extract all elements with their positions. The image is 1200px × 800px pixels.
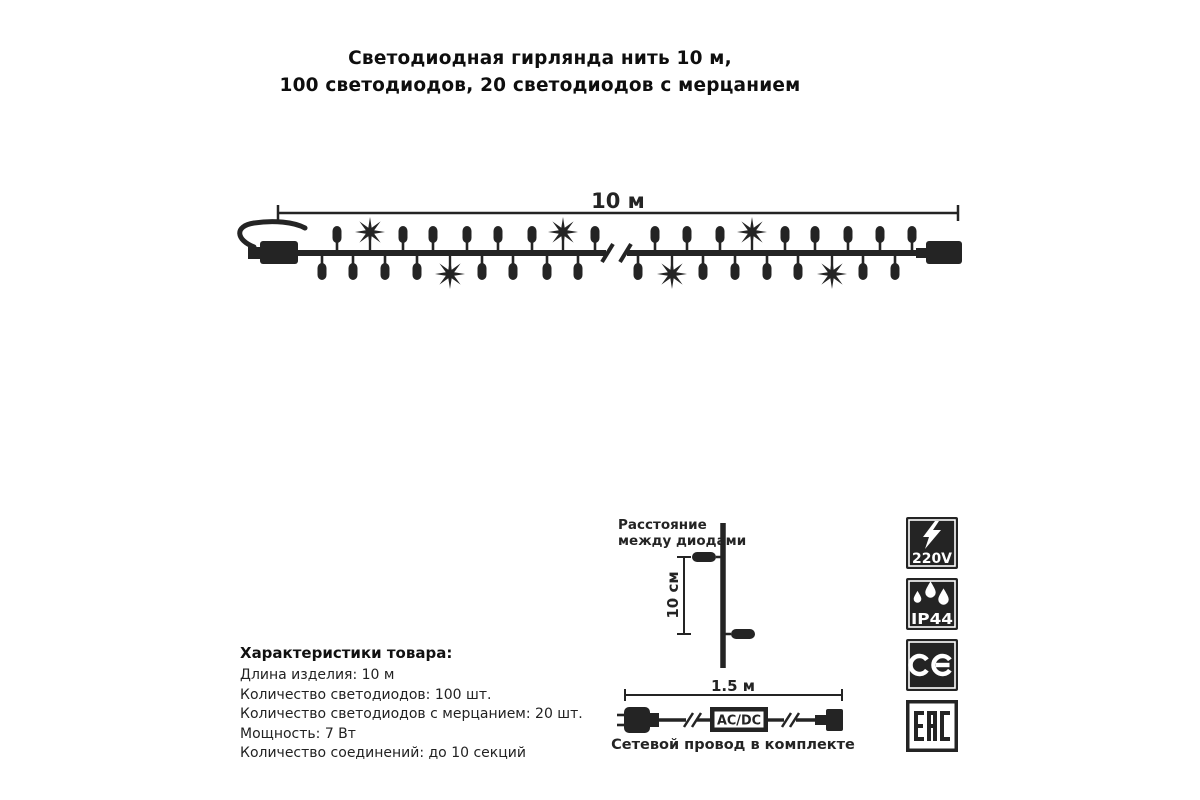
eac-icon <box>906 700 958 752</box>
spec-item-connections: Количество соединений: до 10 секций <box>240 745 526 761</box>
cord-caption: Сетевой провод в комплекте <box>611 737 855 753</box>
acdc-adapter-label: AC/DC <box>717 713 761 729</box>
voltage-220v-icon <box>906 517 958 569</box>
specs-block <box>240 644 583 764</box>
spacing-distance-label: 10 см <box>664 571 682 619</box>
garland-length-diagram <box>230 180 970 300</box>
spacing-caption-line1: Расстояние <box>618 517 707 533</box>
page-title <box>0 45 1080 99</box>
spec-item-led-count: Количество светодиодов: 100 шт. <box>240 686 492 703</box>
ip44-icon <box>906 578 958 630</box>
page-title-line2: 100 светодиодов, 20 светодиодов с мерцанием <box>279 75 801 96</box>
certification-icons <box>906 517 958 752</box>
spec-item-length: Длина изделия: 10 м <box>240 667 395 683</box>
spec-item-flash-count: Количество светодиодов с мерцанием: 20 шт. <box>240 706 583 722</box>
ip44-label: IP44 <box>911 610 953 628</box>
specs-heading: Характеристики товара: <box>240 644 453 662</box>
power-cord-diagram <box>600 680 900 770</box>
ce-icon <box>906 639 958 691</box>
garland-length-label: 10 м <box>591 189 645 213</box>
led-spacing-diagram <box>600 505 900 680</box>
voltage-label: 220V <box>912 551 953 567</box>
garland-wire-drawing <box>240 205 962 289</box>
page-title-line1: Светодиодная гирлянда нить 10 м, <box>348 48 732 69</box>
cord-length-label: 1.5 м <box>710 680 756 695</box>
spec-item-power: Мощность: 7 Вт <box>240 725 356 742</box>
spacing-caption-line2: между диодами <box>618 533 747 549</box>
